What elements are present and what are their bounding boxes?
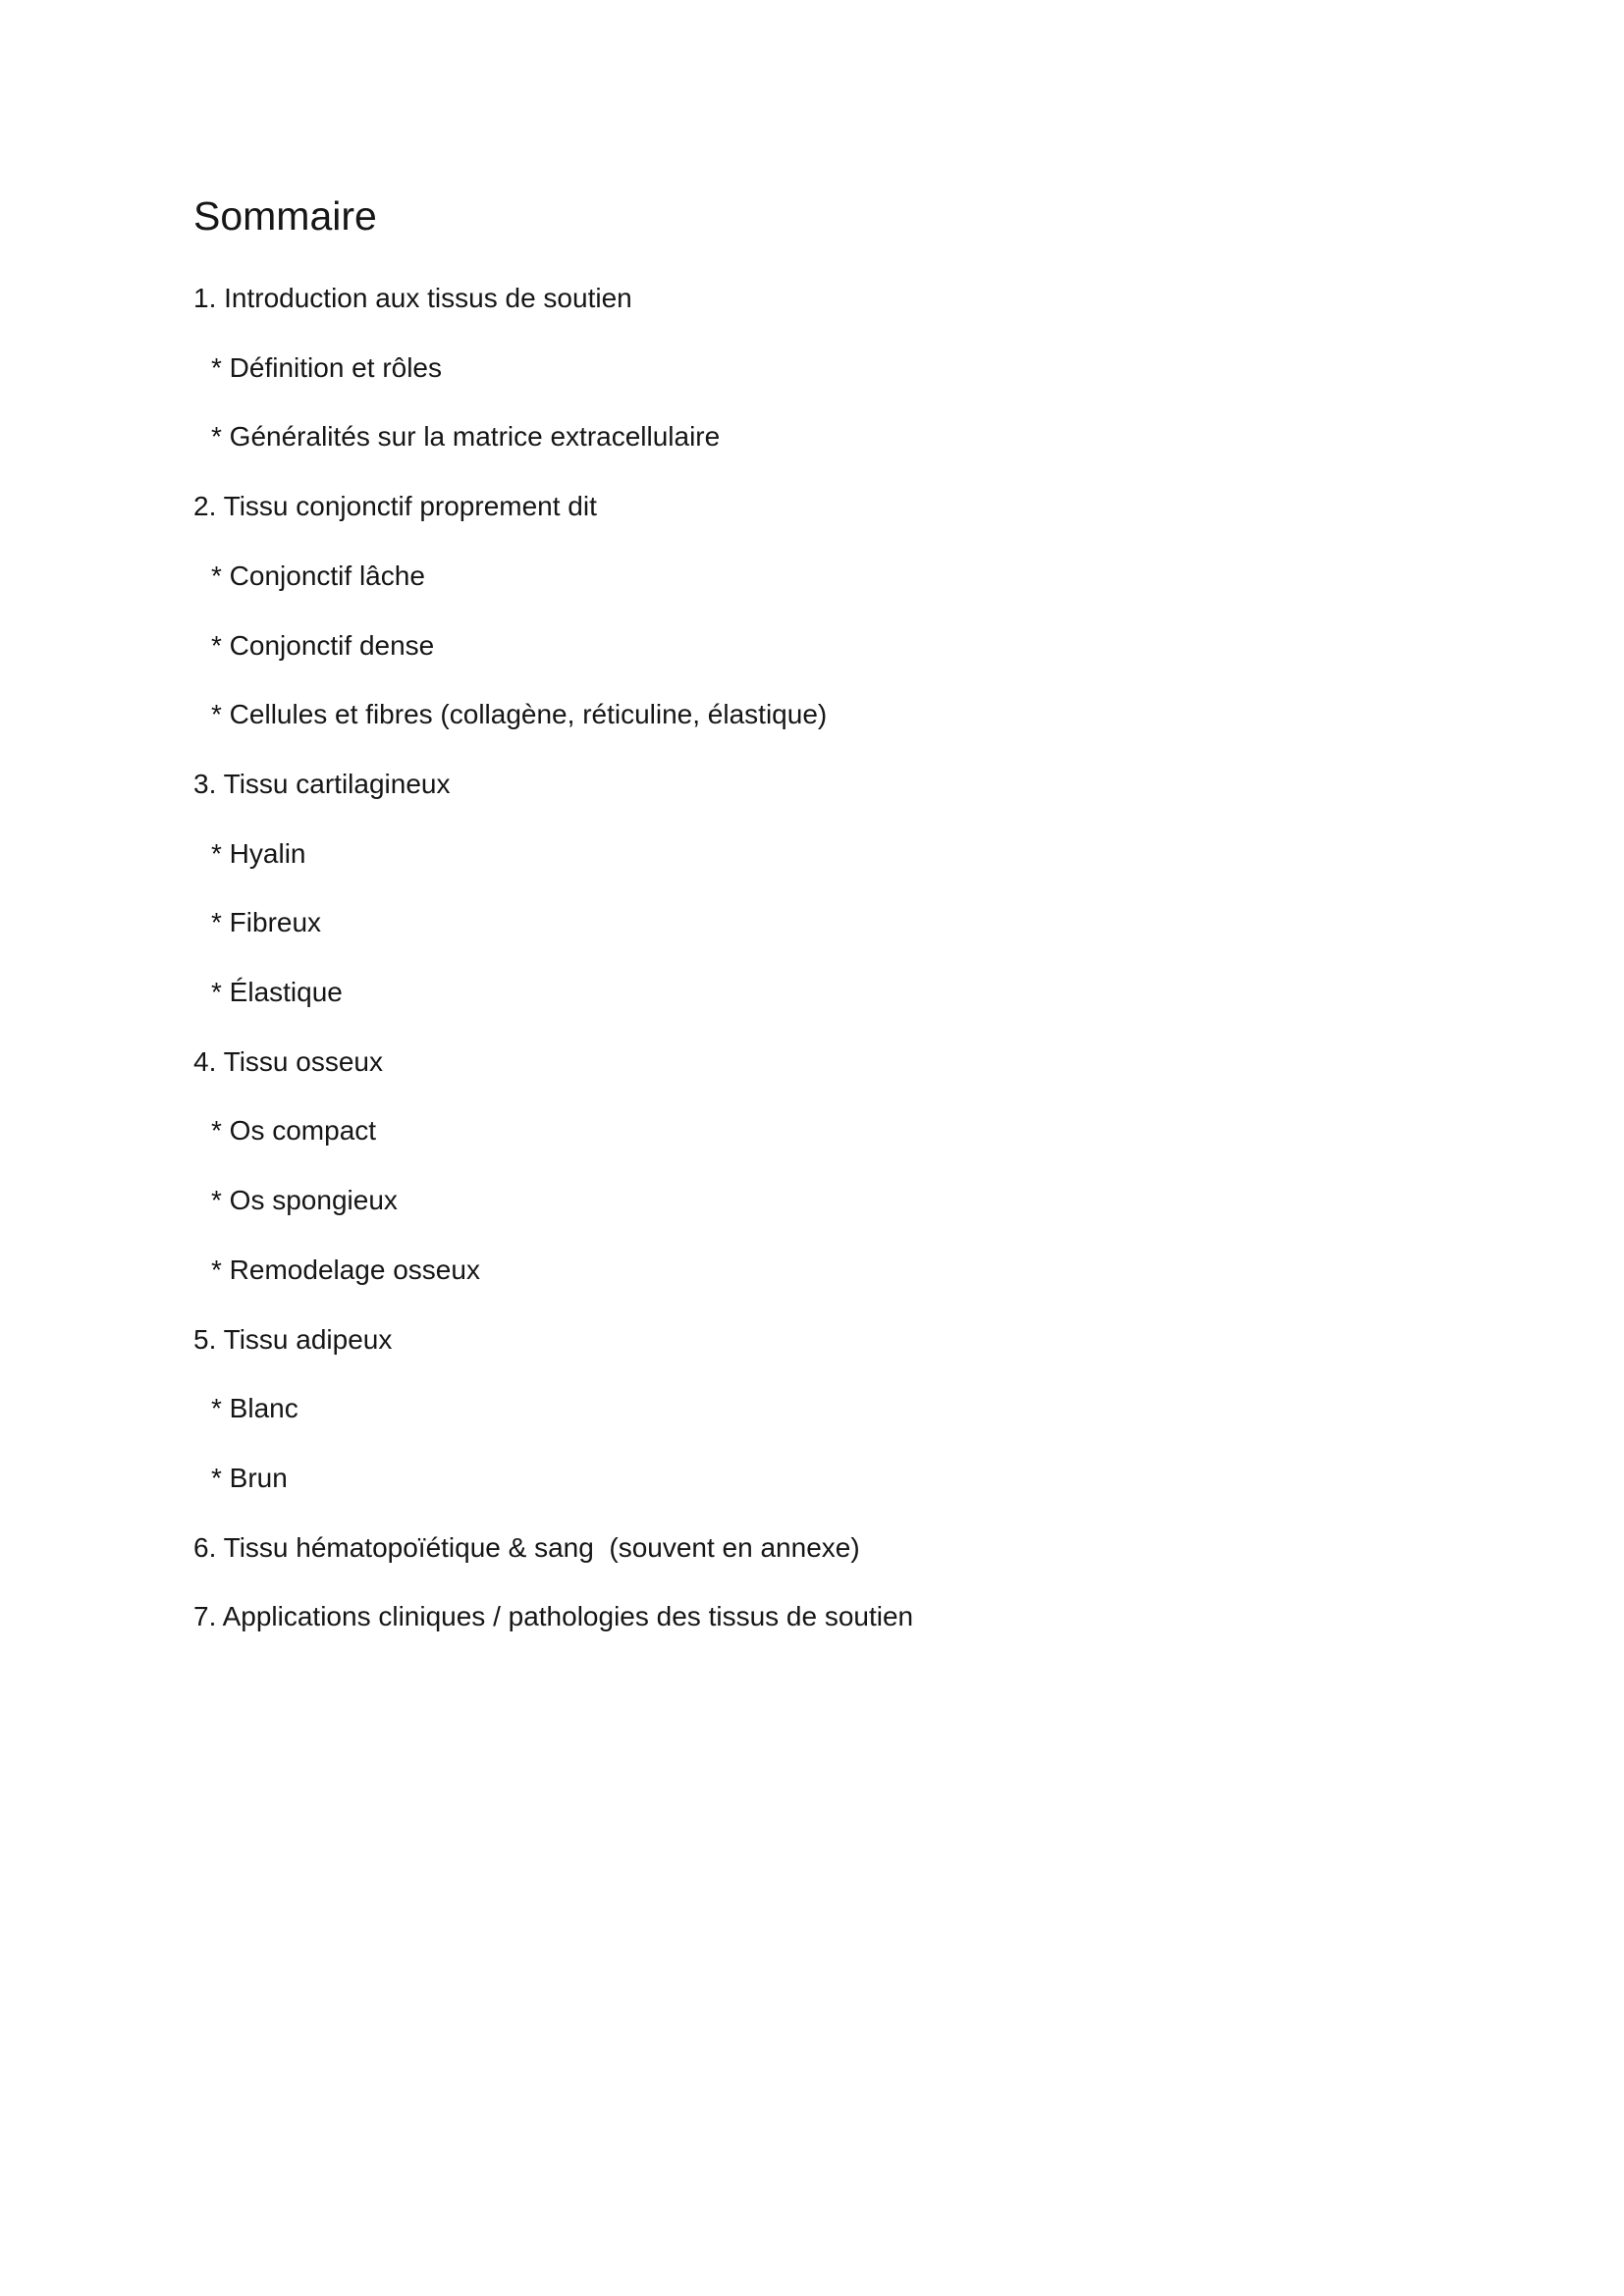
toc-subitem-lache: * Conjonctif lâche bbox=[211, 560, 425, 591]
toc-subitem-remodelage: * Remodelage osseux bbox=[211, 1254, 480, 1285]
toc-item-2-conjonctif: 2. Tissu conjonctif proprement dit bbox=[193, 491, 597, 522]
toc-item-7-applications: 7. Applications cliniques / pathologies des tissus de soutien bbox=[193, 1601, 914, 1632]
toc-item-1-introduction: 1. Introduction aux tissus de soutien bbox=[193, 283, 632, 313]
toc-subitem-generalites: * Généralités sur la matrice extracellulaire bbox=[211, 421, 721, 453]
toc-subitem-definition: * Définition et rôles bbox=[211, 351, 443, 383]
toc-item-4-osseux: 4. Tissu osseux bbox=[193, 1045, 383, 1077]
toc-item-3-cartilagineux: 3. Tissu cartilagineux bbox=[193, 768, 451, 799]
toc-subitem-hyalin: * Hyalin bbox=[211, 837, 306, 869]
toc-subitem-cellules: * Cellules et fibres (collagène, réticuline, élastique) bbox=[211, 699, 828, 730]
toc-item-5-adipeux: 5. Tissu adipeux bbox=[193, 1323, 393, 1355]
toc-subitem-brun: * Brun bbox=[211, 1462, 288, 1493]
toc-subitem-dense: * Conjonctif dense bbox=[211, 629, 435, 661]
toc-subitem-fibreux: * Fibreux bbox=[211, 907, 322, 938]
document-content bbox=[193, 193, 1470, 1652]
table-of-contents bbox=[193, 264, 1470, 1652]
toc-subitem-os-spongieux: * Os spongieux bbox=[211, 1185, 398, 1216]
toc-subitem-elastique: * Élastique bbox=[211, 977, 343, 1008]
toc-subitem-os-compact: * Os compact bbox=[211, 1115, 377, 1147]
page-title: Sommaire bbox=[193, 193, 377, 239]
toc-subitem-blanc: * Blanc bbox=[211, 1393, 298, 1424]
toc-item-6-hematopoietique: 6. Tissu hématopoïétique & sang (souvent en annexe) bbox=[193, 1531, 860, 1563]
